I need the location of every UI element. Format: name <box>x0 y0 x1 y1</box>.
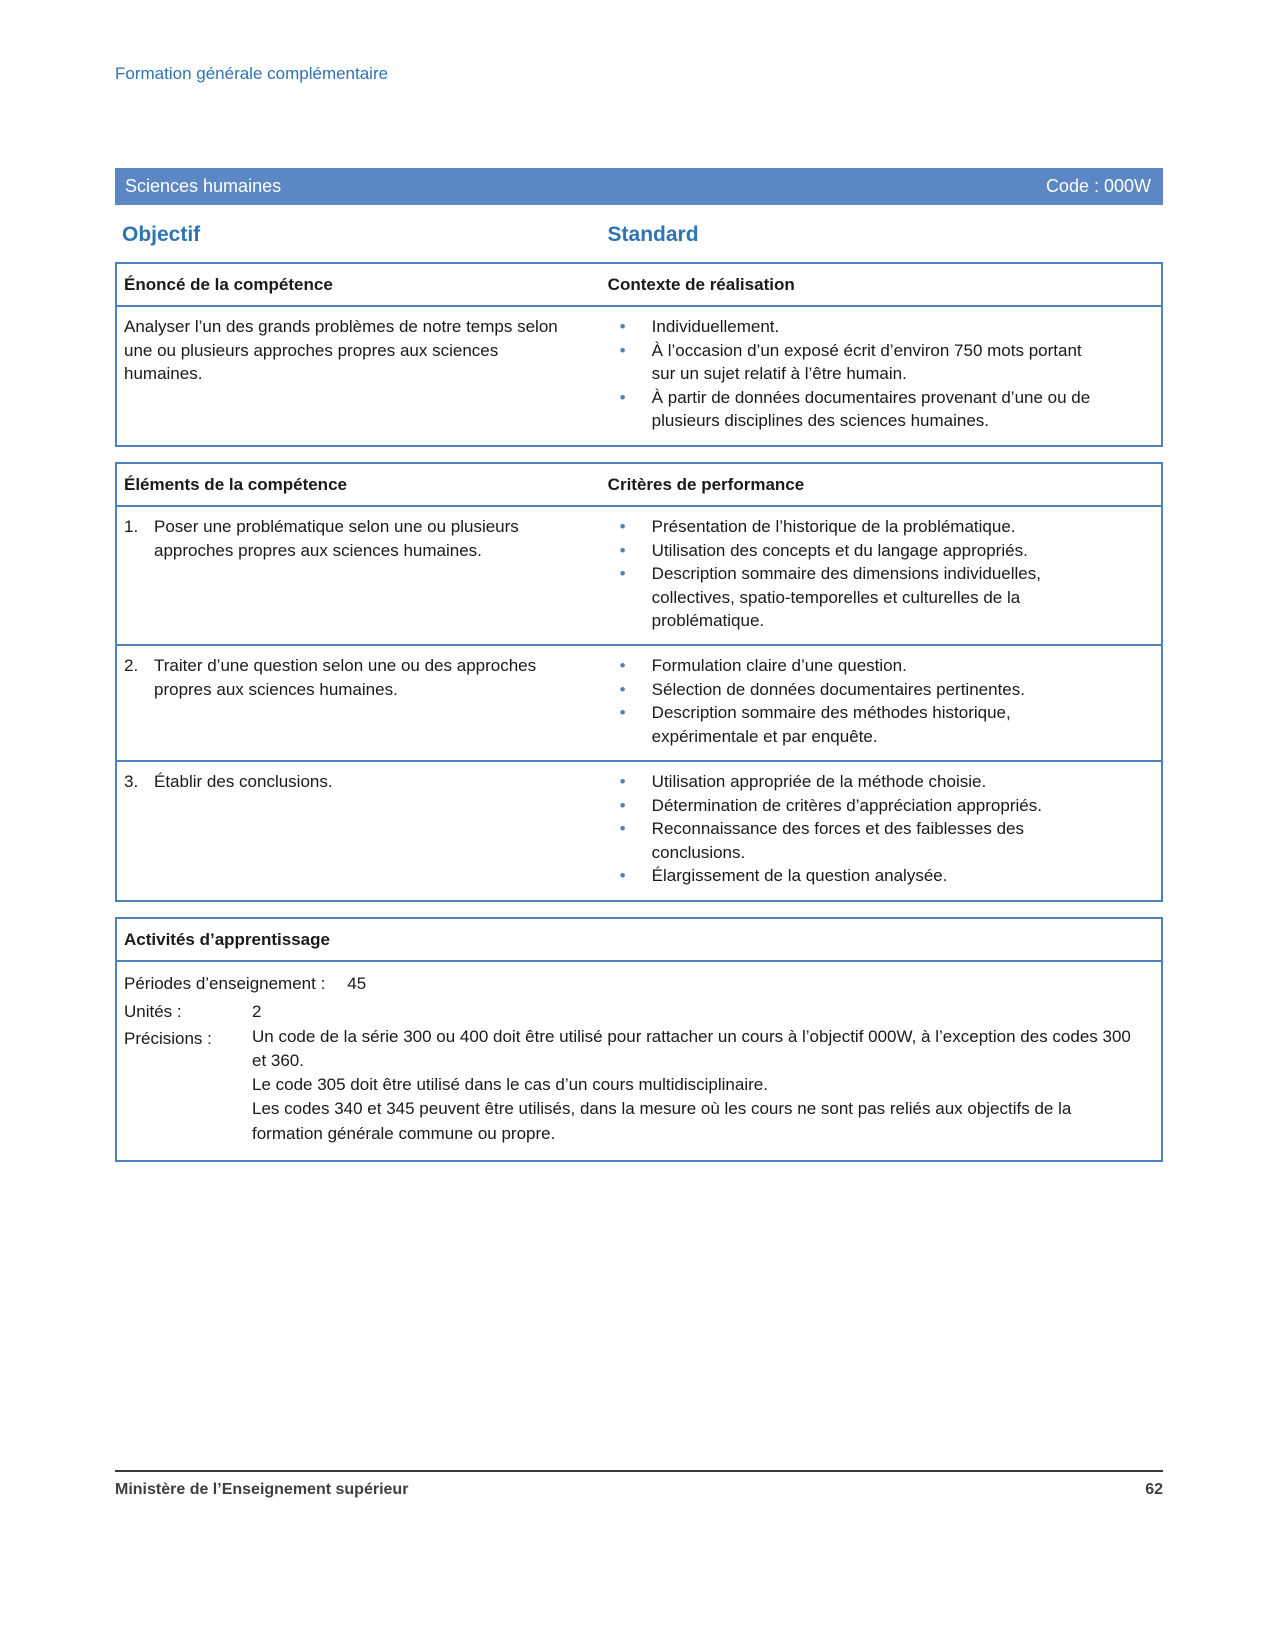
bullet-item: • Détermination de critères d’appréciation appropriés. <box>608 794 1101 817</box>
banner-title: Sciences humaines <box>125 176 282 196</box>
precisions-line: Un code de la série 300 ou 400 doit être utilisé pour rattacher un cours à l’objectif 000W, à l’exception des codes 300 et 360. <box>252 1027 1131 1071</box>
bullet-item: • Description sommaire des méthodes historique, expérimentale et par enquête. <box>608 701 1101 748</box>
criteres-bullet-list <box>608 770 1101 887</box>
breadcrumb: Formation générale complémentaire <box>115 64 389 83</box>
bullet-item: • Élargissement de la question analysée. <box>608 864 1101 887</box>
bullet-item: • Utilisation des concepts et du langage appropriés. <box>608 539 1101 562</box>
contexte-header-cell: Contexte de réalisation <box>607 275 795 294</box>
bullet-item: • Description sommaire des dimensions individuelles, collectives, spatio-temporelles et culturelles de la problématique. <box>608 562 1101 632</box>
objectif-heading: Objectif <box>122 223 201 246</box>
precisions-text <box>252 1025 1151 1146</box>
item-number: 3. <box>124 772 139 792</box>
numbered-item <box>124 515 578 562</box>
footer-ministry: Ministère de l’Enseignement supérieur <box>115 1481 409 1498</box>
bullet-item: • Utilisation appropriée de la méthode choisie. <box>608 770 1101 793</box>
enonce-table <box>115 262 1163 447</box>
enonce-table-body <box>117 307 1161 444</box>
item-number: 2. <box>124 656 139 676</box>
element-cell <box>117 762 608 899</box>
periodes-value: 45 <box>347 973 367 993</box>
table-row <box>117 507 1161 644</box>
criteres-bullet-list <box>608 654 1101 748</box>
bullet-item: • À l’occasion d’un exposé écrit d’environ 750 mots portant sur un sujet relatif à l’être humain. <box>608 339 1101 386</box>
unites-value: 2 <box>252 1001 262 1021</box>
criteres-cell <box>608 762 1161 899</box>
elements-table-header <box>117 464 1161 507</box>
unites-label: Unités : <box>124 1001 182 1021</box>
criteres-cell <box>608 507 1161 644</box>
activities-header: Activités d’apprentissage <box>124 929 330 949</box>
unites-row <box>124 998 1151 1026</box>
periodes-label: Périodes d’enseignement : <box>124 973 326 993</box>
activities-body <box>117 962 1161 1160</box>
bullet-item: • Sélection de données documentaires pertinentes. <box>608 678 1101 701</box>
activities-header-row <box>117 919 1161 962</box>
page-content <box>115 0 1163 1162</box>
numbered-item <box>124 770 578 793</box>
bullet-item: • Formulation claire d’une question. <box>608 654 1101 677</box>
standard-heading: Standard <box>607 223 699 246</box>
bullet-item: • Présentation de l’historique de la problématique. <box>608 515 1101 538</box>
bullet-item: • Individuellement. <box>608 315 1101 338</box>
elements-table <box>115 462 1163 902</box>
section-banner <box>115 168 1163 205</box>
item-number: 1. <box>124 517 139 537</box>
element-cell <box>117 646 608 760</box>
numbered-item <box>124 654 578 701</box>
criteres-cell <box>608 646 1161 760</box>
table-row <box>117 644 1161 760</box>
enonce-table-header <box>117 264 1161 307</box>
precisions-row <box>124 1025 1151 1146</box>
column-headings <box>115 223 1163 247</box>
criteres-bullet-list <box>608 515 1101 632</box>
precisions-line: Le code 305 doit être utilisé dans le cas d’un cours multidisciplinaire. <box>252 1075 768 1095</box>
contexte-cell <box>608 307 1161 444</box>
banner-code: Code : 000W <box>1045 176 1151 196</box>
precisions-line: Les codes 340 et 345 peuvent être utilisés, dans la mesure où les cours ne sont pas reliés aux objectifs de la formation générale commune ou propre. <box>252 1099 1072 1143</box>
bullet-item: • Reconnaissance des forces et des faiblesses des conclusions. <box>608 817 1101 864</box>
criteres-header-cell: Critères de performance <box>607 474 805 494</box>
elements-header-cell: Éléments de la compétence <box>124 474 347 494</box>
precisions-label: Précisions : <box>124 1029 212 1049</box>
element-cell <box>117 507 608 644</box>
item-text: Traiter d’une question selon une ou des approches propres aux sciences humaines. <box>154 656 537 699</box>
footer-page-number: 62 <box>1145 1481 1163 1498</box>
item-text: Poser une problématique selon une ou plusieurs approches propres aux sciences humaines. <box>154 517 519 560</box>
table-row <box>117 760 1161 899</box>
contexte-bullet-list <box>608 315 1101 432</box>
enonce-header-cell: Énoncé de la compétence <box>124 275 333 294</box>
activities-box <box>115 917 1163 1162</box>
periodes-row <box>124 970 1151 998</box>
enonce-text: Analyser l’un des grands problèmes de notre temps selon une ou plusieurs approches propres aux sciences humaines. <box>124 317 558 384</box>
bullet-item: • À partir de données documentaires provenant d’une ou de plusieurs disciplines des sciences humaines. <box>608 386 1101 433</box>
item-text: Établir des conclusions. <box>154 772 333 792</box>
footer <box>115 1470 1163 1499</box>
